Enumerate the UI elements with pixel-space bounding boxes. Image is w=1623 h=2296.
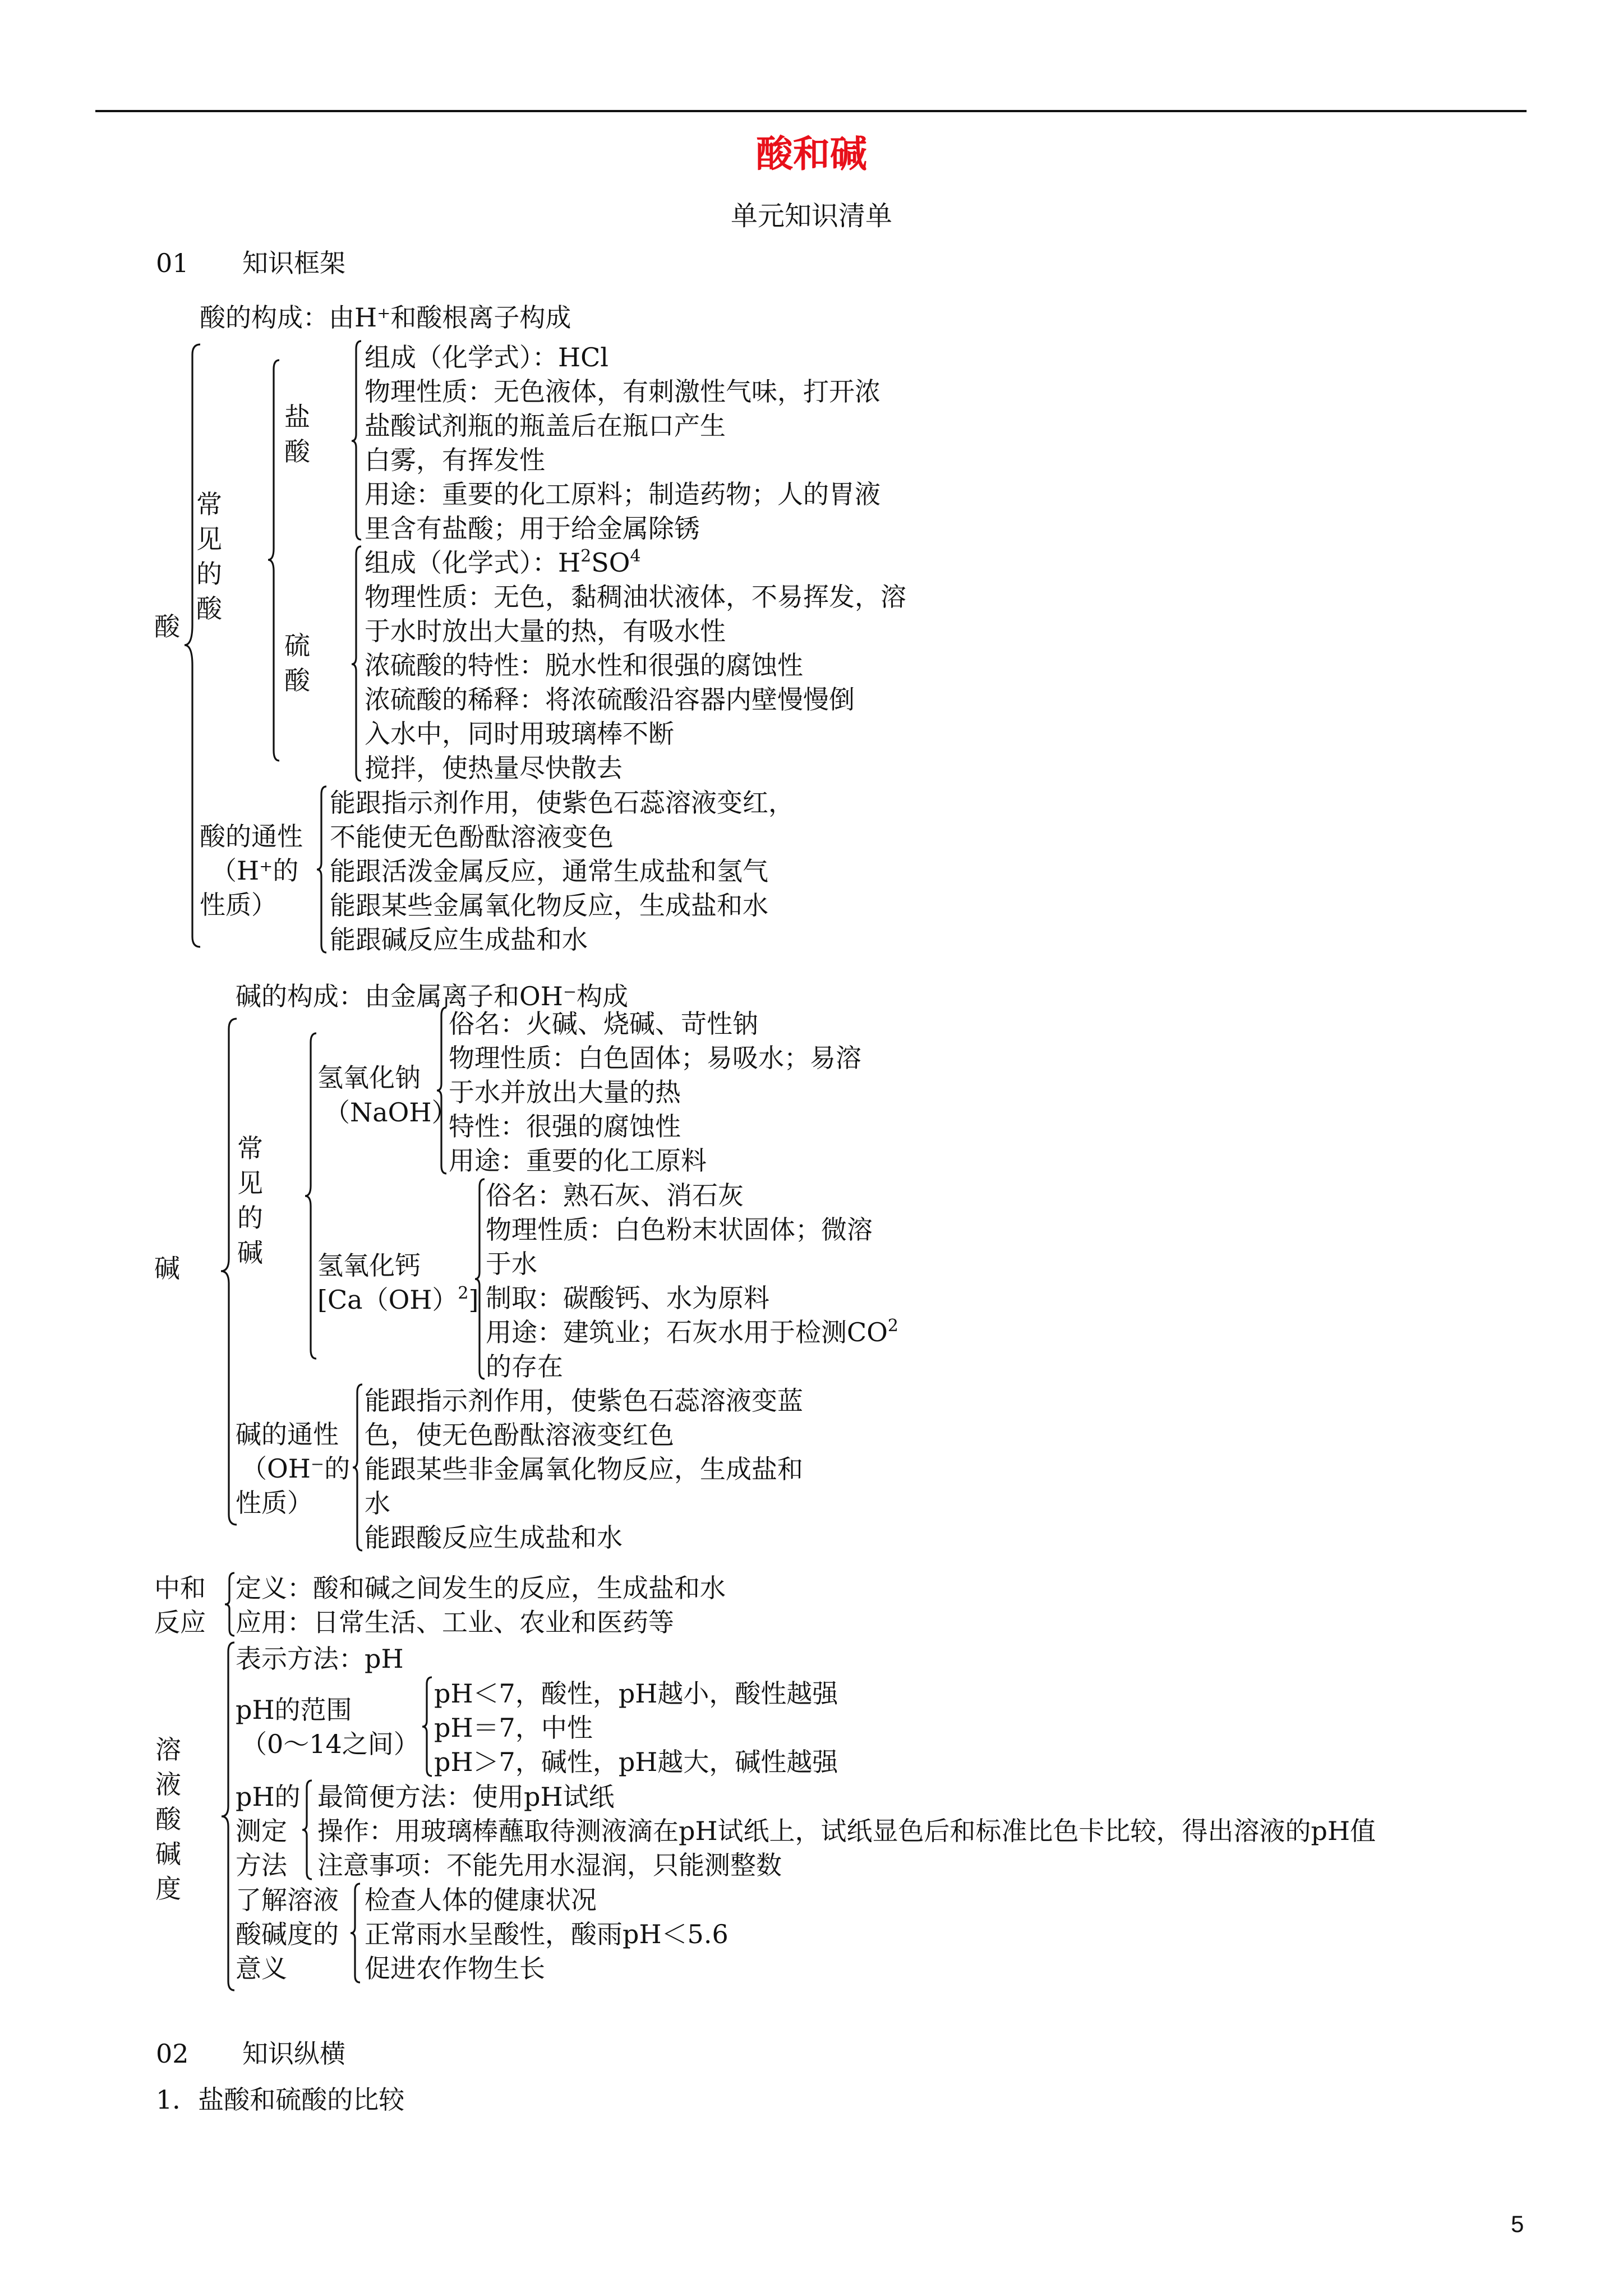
ph-measure-operation: 操作：用玻璃棒蘸取待测液滴在pH试纸上，试纸显色后和标准比色卡比较，得出溶液的pH值 xyxy=(317,1816,1376,1846)
hcl-physical-1: 物理性质：无色液体，有刺激性气味，打开浓 xyxy=(365,376,880,407)
ph-label: 溶 液 酸 碱 度 xyxy=(155,1734,181,1904)
naoh-property: 特性：很强的腐蚀性 xyxy=(449,1111,681,1142)
naoh-names: 俗名：火碱、烧碱、苛性钠 xyxy=(449,1009,758,1039)
caoh2-label-1: 氢氧化钙 xyxy=(317,1250,421,1281)
acid-property-1b: 不能使无色酚酞溶液变色 xyxy=(330,822,614,852)
page-subtitle: 单元知识清单 xyxy=(730,200,892,232)
caoh2-physical-2: 于水 xyxy=(486,1249,537,1279)
base-property-1a: 能跟指示剂作用，使紫色石蕊溶液变蓝 xyxy=(365,1386,803,1416)
ph-measure-label-1: pH的 xyxy=(236,1782,301,1812)
ph-measure-label-3: 方法 xyxy=(236,1850,287,1880)
base-property-2b: 水 xyxy=(365,1488,390,1519)
acid-property-3: 能跟某些金属氧化物反应，生成盐和水 xyxy=(330,890,768,921)
naoh-use: 用途：重要的化工原料 xyxy=(449,1145,707,1176)
ph-basic: pH＞7，碱性，pH越大，碱性越强 xyxy=(434,1747,838,1777)
caoh2-use: 用途：建筑业；石灰水用于检测$CO^2$ xyxy=(486,1316,899,1347)
h2so4-dilution-3: 搅拌，使热量尽快散去 xyxy=(365,753,623,783)
page-title: 酸和碱 xyxy=(756,132,867,176)
neutralization-application: 应用：日常生活、工业、农业和医药等 xyxy=(236,1607,674,1637)
ph-range-label-2: （0～14之间） xyxy=(241,1729,419,1759)
acid-property-2: 能跟活泼金属反应，通常生成盐和氢气 xyxy=(330,856,768,886)
acid-property-1a: 能跟指示剂作用，使紫色石蕊溶液变红， xyxy=(330,788,794,818)
hcl-physical-2: 盐酸试剂瓶的瓶盖后在瓶口产生 xyxy=(365,411,726,441)
ph-measure-label-2: 测定 xyxy=(236,1816,287,1846)
neutralization-label-1: 中和 xyxy=(154,1573,206,1603)
naoh-label-2: （NaOH） xyxy=(324,1097,458,1128)
acid-general-label-3: 性质） xyxy=(200,890,277,920)
hcl-physical-3: 白雾，有挥发性 xyxy=(365,445,545,475)
h2so4-formula: 组成（化学式）：$H^2SO^4$ xyxy=(365,546,641,578)
base-general-label-2: （OH⁻的 xyxy=(241,1453,351,1484)
hcl-use-1: 用途：重要的化工原料；制造药物；人的胃液 xyxy=(365,479,880,509)
section-number: 02 xyxy=(156,2039,189,2069)
section-number: 01 xyxy=(156,248,189,278)
base-property-3: 能跟酸反应生成盐和水 xyxy=(365,1522,623,1553)
neutralization-label-2: 反应 xyxy=(154,1607,206,1637)
base-composition: 碱的构成：由金属离子和OH⁻构成 xyxy=(236,981,629,1011)
caoh2-names: 俗名：熟石灰、消石灰 xyxy=(486,1180,744,1211)
acid-brace xyxy=(188,343,210,949)
base-general-label-1: 碱的通性 xyxy=(236,1419,339,1450)
hcl-formula: 组成（化学式）：HCl xyxy=(365,342,609,372)
common-acids-label: 常 见 的 酸 xyxy=(196,489,222,624)
naoh-physical-1: 物理性质：白色固体；易吸水；易溶 xyxy=(449,1043,861,1073)
h2so4-dilution-1: 浓硫酸的稀释：将浓硫酸沿容器内壁慢慢倒 xyxy=(365,684,855,715)
caoh2-preparation: 制取：碳酸钙、水为原料 xyxy=(486,1283,769,1313)
ph-range-label-1: pH的范围 xyxy=(236,1695,352,1725)
header-rule xyxy=(95,110,1527,112)
h2so4-label: 硫 酸 xyxy=(284,631,310,696)
h2so4-physical-2: 于水时放出大量的热，有吸水性 xyxy=(365,616,726,646)
naoh-physical-2: 于水并放出大量的热 xyxy=(449,1077,681,1107)
ph-meaning-label-3: 意义 xyxy=(236,1953,287,1984)
acid-property-4: 能跟碱反应生成盐和水 xyxy=(330,924,588,955)
caoh2-physical-1: 物理性质：白色粉末状固体；微溶 xyxy=(486,1214,873,1245)
base-general-label-3: 性质） xyxy=(236,1488,313,1518)
ph-meaning-health: 检查人体的健康状况 xyxy=(365,1885,597,1915)
ph-representation: 表示方法：pH xyxy=(236,1644,404,1674)
base-property-2a: 能跟某些非金属氧化物反应，生成盐和 xyxy=(365,1454,803,1484)
ph-measure-easiest: 最简便方法：使用pH试纸 xyxy=(317,1782,615,1812)
caoh2-use-2: 的存在 xyxy=(486,1351,563,1382)
naoh-label-1: 氢氧化钠 xyxy=(317,1062,421,1093)
h2so4-physical-1: 物理性质：无色，黏稠油状液体，不易挥发，溶 xyxy=(365,582,906,612)
ph-meaning-crops: 促进农作物生长 xyxy=(365,1953,545,1984)
neutralization-definition: 定义：酸和碱之间发生的反应，生成盐和水 xyxy=(236,1573,726,1603)
section-label: 知识纵横 xyxy=(242,2039,345,2069)
acid-general-label-2: （H⁺的 xyxy=(211,855,299,886)
ph-meaning-rain: 正常雨水呈酸性，酸雨pH＜5.6 xyxy=(365,1919,728,1949)
ph-neutral: pH＝7，中性 xyxy=(434,1713,593,1743)
ph-meaning-label-2: 酸碱度的 xyxy=(236,1919,339,1949)
ph-meaning-label-1: 了解溶液 xyxy=(236,1885,339,1915)
ph-measure-notes: 注意事项：不能先用水湿润，只能测整数 xyxy=(317,1850,782,1880)
page-number: 5 xyxy=(1511,2211,1524,2237)
acid-label: 酸 xyxy=(154,611,180,642)
ph-acidic: pH＜7，酸性，pH越小，酸性越强 xyxy=(434,1678,838,1709)
common-bases-label: 常 见 的 碱 xyxy=(237,1133,263,1268)
item-heading: 1．盐酸和硫酸的比较 xyxy=(156,2085,405,2115)
caoh2-label-2: [Ca（OH）$^2$] xyxy=(317,1283,479,1315)
h2so4-property: 浓硫酸的特性：脱水性和很强的腐蚀性 xyxy=(365,650,803,680)
hcl-label: 盐 酸 xyxy=(284,402,310,467)
h2so4-dilution-2: 入水中，同时用玻璃棒不断 xyxy=(365,719,674,749)
base-property-1b: 色，使无色酚酞溶液变红色 xyxy=(365,1420,674,1450)
base-label: 碱 xyxy=(154,1253,180,1283)
acid-composition: 酸的构成：由H⁺和酸根离子构成 xyxy=(200,302,571,333)
section-label: 知识框架 xyxy=(242,248,345,278)
hcl-use-2: 里含有盐酸；用于给金属除锈 xyxy=(365,513,700,544)
acid-general-label-1: 酸的通性 xyxy=(200,821,303,852)
